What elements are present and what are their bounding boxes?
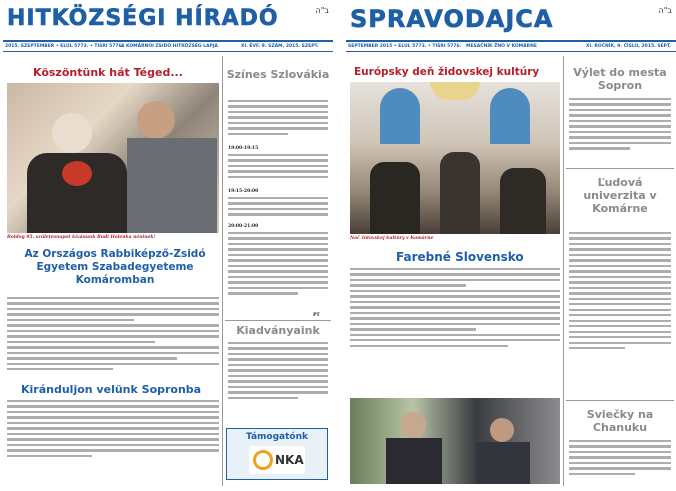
page-gutter	[333, 0, 346, 491]
issue-number: XI. ROČNÍK, 9. ČÍSLO, 2015. SEPT.	[586, 44, 672, 49]
nka-logo-text: NKA	[275, 453, 304, 467]
nka-logo	[249, 446, 305, 474]
column-divider	[563, 56, 564, 486]
issue-date: SEPTEMBER 2015 • ELUL 5773. • TIŠRI 5776.	[348, 44, 462, 49]
sidebar-divider	[225, 320, 331, 321]
issue-info-bar	[3, 40, 333, 52]
photo-synagogue-event	[350, 82, 560, 234]
sidebar-title-ludova-univerzita: Ľudová univerzita v Komárne	[583, 176, 657, 215]
photo-figure	[440, 152, 480, 234]
photo-figure-body	[476, 442, 530, 484]
photo-figure-head	[490, 418, 514, 442]
photo-lecture	[350, 398, 560, 484]
photo-figure-body	[127, 138, 217, 233]
photo-figure	[370, 162, 420, 234]
sidebar-text-univerzita	[569, 232, 671, 353]
nka-logo-circle	[253, 450, 273, 470]
photo-flowers	[62, 161, 92, 186]
masthead-spravodajca: SPRAVODAJCA	[350, 5, 554, 33]
author-initials: PT	[313, 313, 320, 318]
slovak-newsletter-page	[346, 0, 676, 491]
photo-figure-head	[52, 113, 92, 153]
sidebar-text-szines	[228, 100, 328, 138]
headline-szabadegyetem: Az Országos Rabbiképző-Zsidó Egyetem Szabadegyeteme Komáromban	[24, 248, 206, 286]
sidebar-title-vylet-sopron: Výlet do mesta Sopron	[573, 66, 667, 92]
photo-caption: Boldog 95. születésnapot kívánunk Rudi Holenka néninek!	[7, 235, 156, 240]
supporter-box	[226, 428, 328, 480]
article-text-sopron	[7, 400, 219, 460]
photo-figure	[500, 168, 546, 234]
sidebar-text-vylet	[569, 98, 671, 153]
photo-birthday-celebration	[7, 83, 219, 233]
issue-org: MESAČNÍK ŽNO V KOMÁRNE	[466, 44, 537, 49]
article-text-szabadegyetem	[7, 297, 219, 374]
supporter-title: Támogatónk	[245, 432, 308, 442]
sidebar-text-sviecky	[569, 440, 671, 478]
sidebar-title-kiadvanyaink: Kiadványaink	[236, 324, 320, 337]
issue-number: XI. ÉVF. 9. SZÁM, 2015. SZEPT.	[241, 44, 319, 49]
photo-window	[490, 88, 530, 144]
sidebar-text-kiadvanyaink	[228, 342, 328, 402]
photo-caption: Noč židovskej kultúry v Komárne	[350, 236, 434, 241]
bh-mark: ב"ה	[315, 6, 329, 15]
program-time: 20:00-21:00	[228, 224, 259, 229]
photo-chandelier	[430, 82, 480, 100]
photo-figure-head	[137, 101, 175, 139]
issue-info-bar	[346, 40, 676, 52]
sidebar-title-sviecky-chanuku: Sviečky na Chanuku	[586, 408, 654, 434]
headline-farebne-slovensko: Farebné Slovensko	[396, 250, 524, 264]
headline-european-day: Európsky deň židovskej kultúry	[354, 66, 540, 78]
sidebar-text-program	[228, 232, 328, 298]
issue-date: 2015. SZEPTEMBER • ELUL 5773. • TISRI 5776.	[5, 44, 124, 49]
headline-birthday: Köszöntünk hát Téged...	[33, 66, 183, 79]
sidebar-text-program	[228, 197, 328, 219]
hungarian-newsletter-page	[3, 0, 333, 491]
column-divider	[222, 56, 223, 486]
sidebar-text-program	[228, 154, 328, 181]
bh-mark: ב"ה	[658, 6, 672, 15]
sidebar-divider	[566, 168, 674, 169]
article-text-farebne	[350, 268, 560, 350]
program-time: 19:00-19:15	[228, 146, 259, 151]
issue-org: A KOMÁRNOI ZSIDÓ HITKÖZSÉG LAPJA	[121, 44, 218, 49]
headline-sopron-trip: Kiránduljon velünk Sopronba	[21, 383, 202, 396]
sidebar-title-szines-szlovakia: Színes Szlovákia	[226, 68, 330, 81]
photo-window	[380, 88, 420, 144]
program-time: 19:15-20:00	[228, 189, 259, 194]
sidebar-divider	[566, 400, 674, 401]
photo-figure-body	[386, 438, 442, 484]
masthead-hitkozsegi-hirado: HITKÖZSÉGI HÍRADÓ	[7, 6, 279, 31]
photo-figure-head	[400, 412, 426, 438]
